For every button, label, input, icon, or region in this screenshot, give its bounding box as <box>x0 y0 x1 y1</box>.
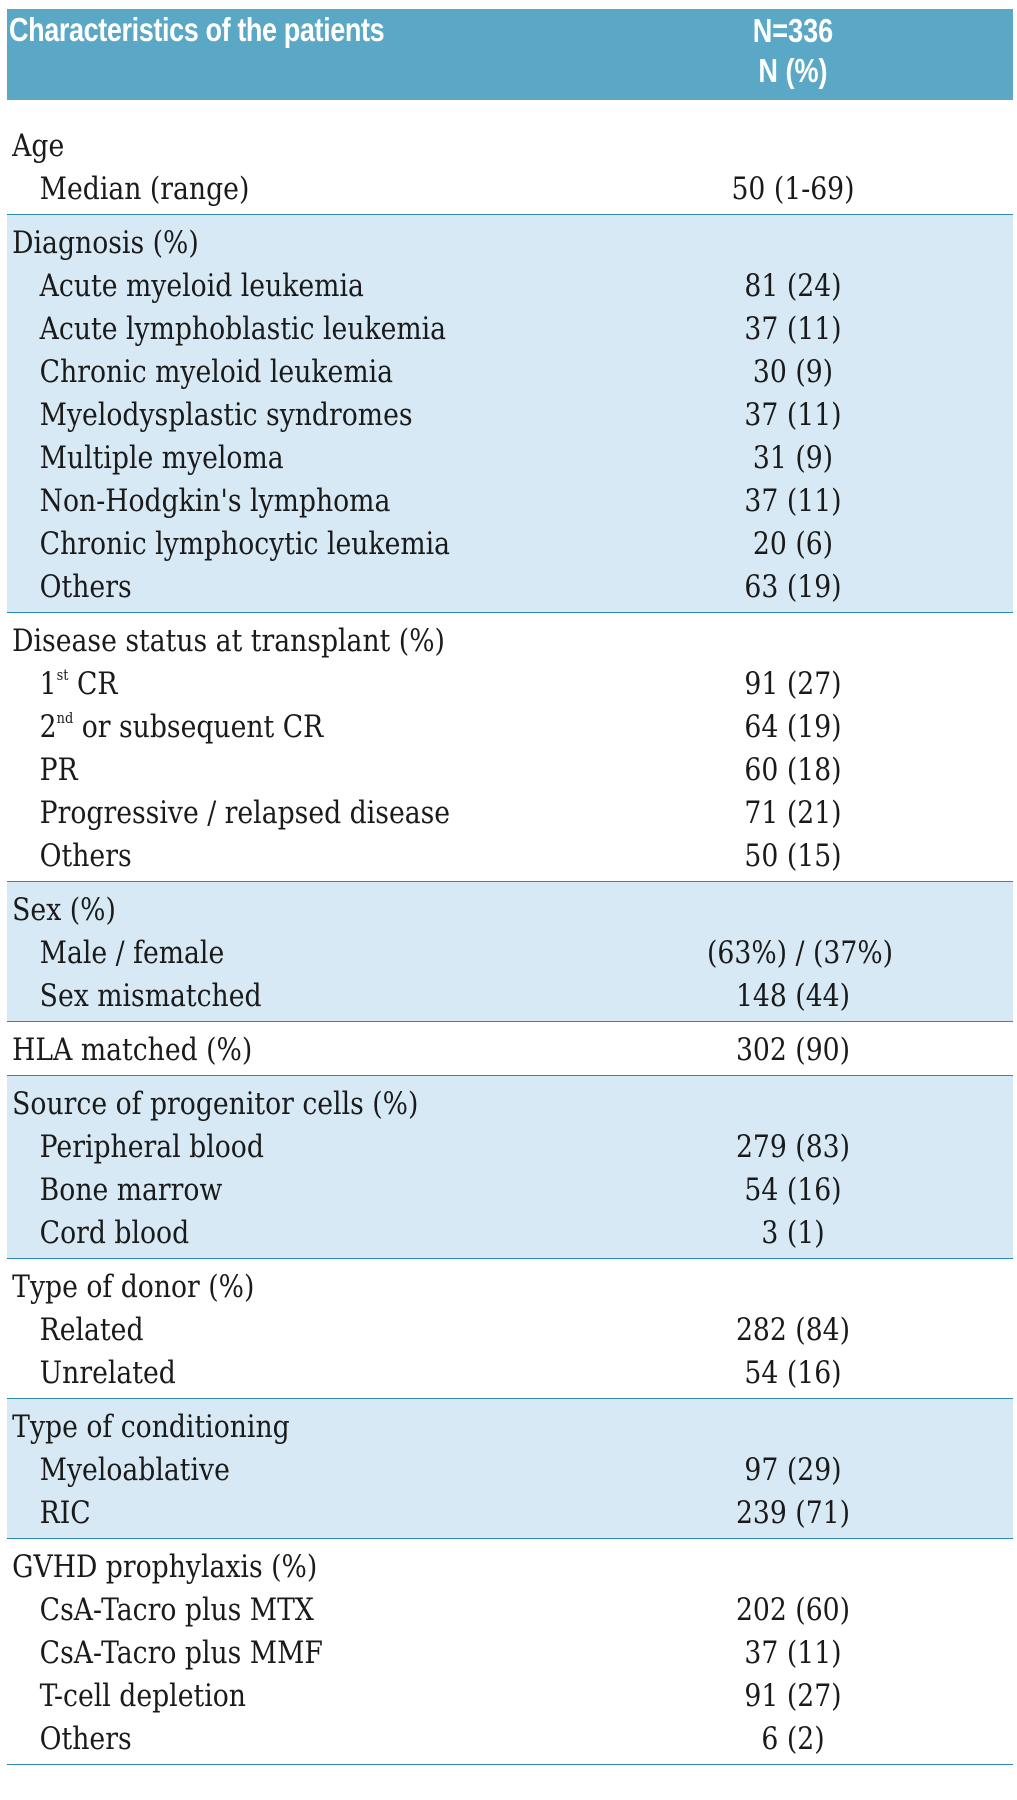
row-value: 37 (11) <box>744 1634 842 1671</box>
header-title: Characteristics of the patients <box>9 11 385 48</box>
row-label: Related <box>39 1311 144 1348</box>
group-heading-row <box>7 1028 1013 1071</box>
row-label: Sex mismatched <box>39 977 262 1014</box>
row-value: 202 (60) <box>735 1591 851 1628</box>
row-value: 148 (44) <box>735 977 851 1014</box>
group-heading: Disease status at transplant (%) <box>12 622 445 659</box>
row-value: 60 (18) <box>744 751 842 788</box>
row-label: Cord blood <box>39 1214 190 1251</box>
table-group <box>7 882 1013 1022</box>
header-gap <box>7 100 1013 118</box>
row-label: T-cell depletion <box>39 1677 246 1714</box>
table-group <box>7 215 1013 613</box>
row-value: 37 (11) <box>744 396 842 433</box>
table-header <box>7 9 1013 100</box>
table-row <box>7 1308 1013 1351</box>
header-n-pct: N (%) <box>758 52 828 89</box>
table-row <box>7 834 1013 877</box>
table-group <box>7 1076 1013 1259</box>
table-row <box>7 1351 1013 1394</box>
row-label: Others <box>39 1720 132 1757</box>
table-row <box>7 931 1013 974</box>
row-value: 54 (16) <box>744 1171 842 1208</box>
table-row <box>7 307 1013 350</box>
table-body <box>7 118 1013 1765</box>
patient-characteristics-table <box>7 9 1013 1765</box>
row-label <box>7 666 597 702</box>
group-heading-value: 302 (90) <box>735 1031 851 1068</box>
table-row <box>7 1674 1013 1717</box>
table-group <box>7 118 1013 215</box>
group-heading-row <box>7 1082 1013 1125</box>
row-value: 81 (24) <box>744 267 842 304</box>
row-value: 239 (71) <box>735 1494 851 1531</box>
table-row <box>7 1211 1013 1254</box>
group-heading: Age <box>12 127 65 164</box>
row-value: 63 (19) <box>744 568 842 605</box>
group-heading: Diagnosis (%) <box>12 224 199 261</box>
table-group <box>7 1022 1013 1076</box>
row-value: 50 (1-69) <box>731 170 855 207</box>
row-label: Multiple myeloma <box>39 439 284 476</box>
group-heading-row <box>7 619 1013 662</box>
table-row <box>7 1491 1013 1534</box>
table-row <box>7 479 1013 522</box>
table-group <box>7 1259 1013 1399</box>
row-value: 3 (1) <box>761 1214 825 1251</box>
table-row <box>7 1448 1013 1491</box>
row-label: Others <box>39 568 132 605</box>
row-label <box>7 709 597 745</box>
row-label: Myelodysplastic syndromes <box>39 396 413 433</box>
group-heading: GVHD prophylaxis (%) <box>12 1548 318 1585</box>
row-value: (63%) / (37%) <box>707 934 894 971</box>
group-heading-row <box>7 221 1013 264</box>
table-row <box>7 167 1013 210</box>
row-label: Bone marrow <box>39 1171 223 1208</box>
row-value: 37 (11) <box>744 310 842 347</box>
table-row <box>7 662 1013 705</box>
table-row <box>7 436 1013 479</box>
row-label-rest: or subsequent CR <box>73 708 324 745</box>
group-heading-row <box>7 1405 1013 1448</box>
row-value: 64 (19) <box>744 708 842 745</box>
group-heading: HLA matched (%) <box>12 1031 253 1068</box>
row-label-superscript: nd <box>56 708 74 727</box>
row-label: Peripheral blood <box>39 1128 264 1165</box>
row-value: 50 (15) <box>744 837 842 874</box>
row-label: Myeloablative <box>39 1451 230 1488</box>
row-label: Acute myeloid leukemia <box>39 267 364 304</box>
row-label: RIC <box>39 1494 91 1531</box>
row-label: Median (range) <box>39 170 250 207</box>
table-group <box>7 613 1013 882</box>
row-label: Progressive / relapsed disease <box>39 794 451 831</box>
row-label: Non-Hodgkin's lymphoma <box>39 482 391 519</box>
row-label-rest: CR <box>68 665 118 702</box>
table-row <box>7 350 1013 393</box>
row-value: 31 (9) <box>752 439 834 476</box>
row-value: 37 (11) <box>744 482 842 519</box>
table-row <box>7 705 1013 748</box>
table-row <box>7 1588 1013 1631</box>
table-row <box>7 1631 1013 1674</box>
table-row <box>7 1168 1013 1211</box>
group-heading-row <box>7 124 1013 167</box>
row-value: 91 (27) <box>744 665 842 702</box>
row-label: Chronic lymphocytic leukemia <box>39 525 451 562</box>
row-label: Others <box>39 837 132 874</box>
group-heading: Type of conditioning <box>12 1408 290 1445</box>
group-heading: Source of progenitor cells (%) <box>12 1085 419 1122</box>
row-label: CsA-Tacro plus MMF <box>39 1634 323 1671</box>
row-value: 71 (21) <box>744 794 842 831</box>
group-heading: Type of donor (%) <box>12 1268 255 1305</box>
row-label-superscript: st <box>56 665 69 684</box>
table-group <box>7 1399 1013 1539</box>
group-heading-row <box>7 888 1013 931</box>
header-count <box>711 11 875 91</box>
row-value: 20 (6) <box>752 525 834 562</box>
group-heading: Sex (%) <box>12 891 116 928</box>
table-row <box>7 1717 1013 1760</box>
row-value: 97 (29) <box>744 1451 842 1488</box>
row-value: 279 (83) <box>735 1128 851 1165</box>
table-row <box>7 1125 1013 1168</box>
row-value: 54 (16) <box>744 1354 842 1391</box>
row-label-ordinal: 1 <box>39 665 57 702</box>
row-value: 30 (9) <box>752 353 834 390</box>
group-heading-row <box>7 1265 1013 1308</box>
table-row <box>7 565 1013 608</box>
table-row <box>7 393 1013 436</box>
header-n-total: N=336 <box>752 12 834 49</box>
table-row <box>7 264 1013 307</box>
row-label: Male / female <box>39 934 225 971</box>
row-label: Acute lymphoblastic leukemia <box>39 310 447 347</box>
table-row <box>7 791 1013 834</box>
table-row <box>7 522 1013 565</box>
row-label: Chronic myeloid leukemia <box>39 353 394 390</box>
row-label: Unrelated <box>39 1354 176 1391</box>
row-value: 282 (84) <box>735 1311 851 1348</box>
row-label: CsA-Tacro plus MTX <box>39 1591 314 1628</box>
row-value: 6 (2) <box>761 1720 825 1757</box>
table-row <box>7 974 1013 1017</box>
row-label: PR <box>39 751 78 788</box>
group-heading-row <box>7 1545 1013 1588</box>
row-value: 91 (27) <box>744 1677 842 1714</box>
row-label-ordinal: 2 <box>39 708 57 745</box>
table-group <box>7 1539 1013 1765</box>
table-row <box>7 748 1013 791</box>
